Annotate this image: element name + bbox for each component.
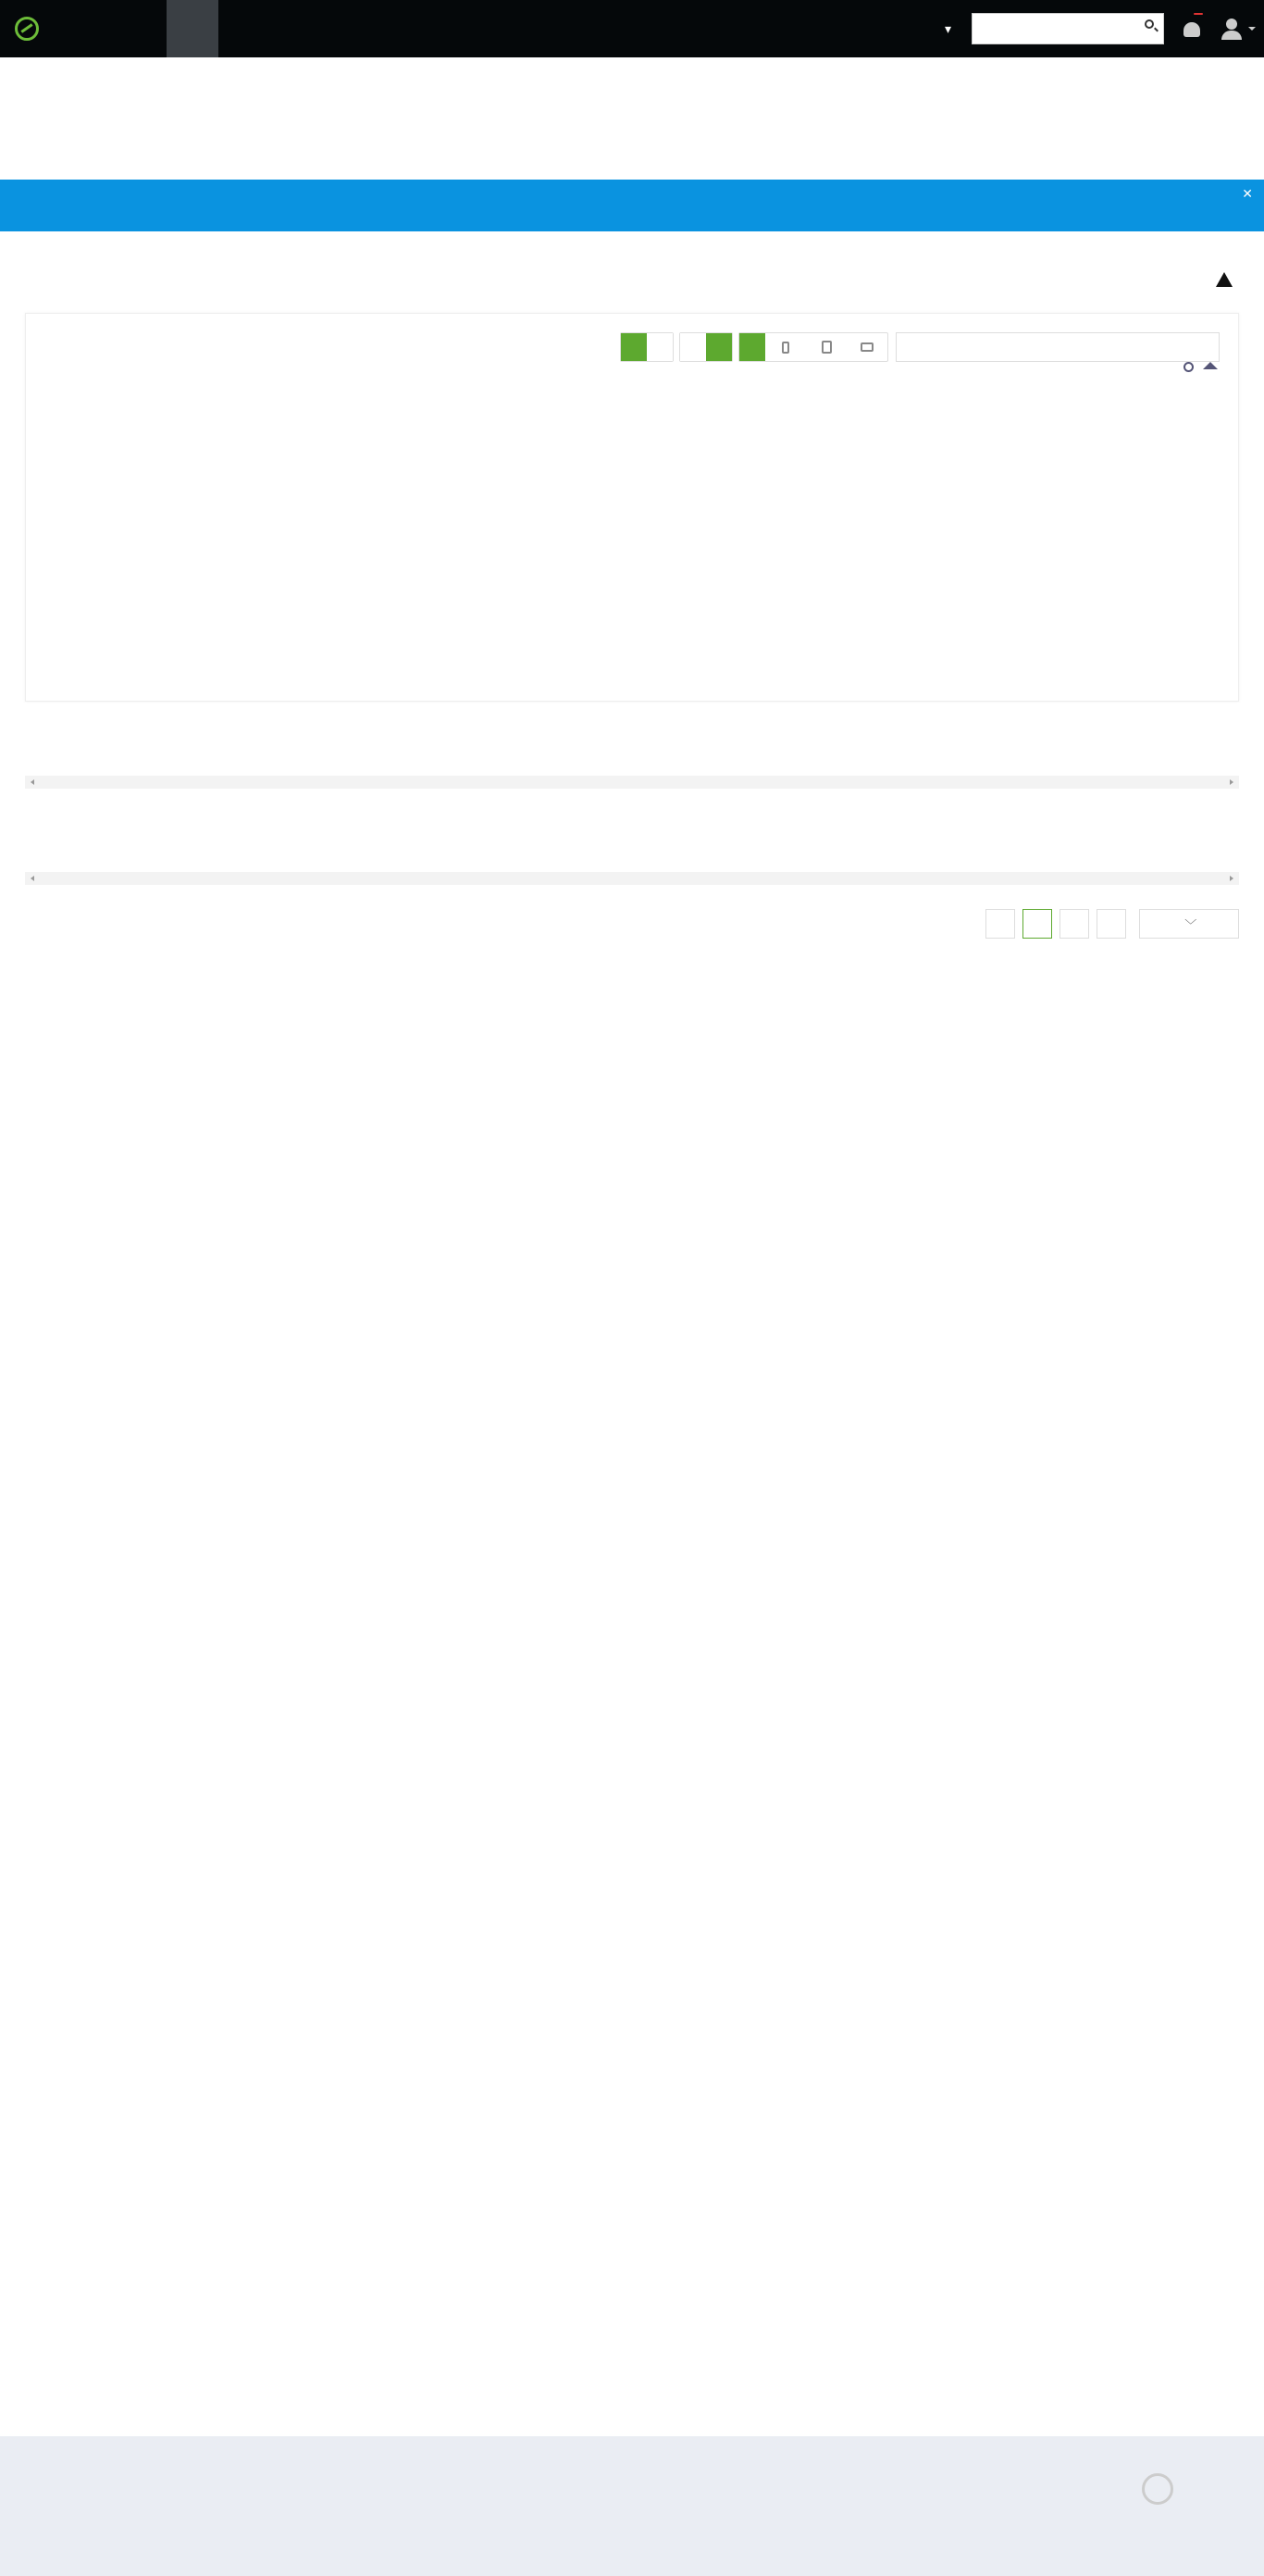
notifications-bell-icon[interactable] [1181, 17, 1205, 41]
prev-page-button[interactable] [985, 909, 1015, 939]
footer [0, 2436, 1264, 2527]
page-2-button[interactable] [1060, 909, 1089, 939]
user-menu-icon[interactable] [1218, 15, 1245, 43]
search-input[interactable] [978, 22, 1135, 36]
webinar-banner [0, 180, 1264, 231]
details-scrollbar[interactable] [25, 872, 1239, 885]
area-chart [26, 314, 1238, 703]
urgent-issues-link[interactable] [1216, 272, 1239, 287]
warning-icon [1216, 272, 1233, 287]
site-selector[interactable] [167, 0, 218, 57]
app-bar [0, 57, 1264, 180]
logo-icon [15, 17, 39, 41]
totals-scrollbar[interactable] [25, 776, 1239, 789]
ezoic-footer-icon [1142, 2473, 1173, 2505]
close-icon[interactable]: ✕ [1242, 186, 1253, 201]
earnings-chart [25, 313, 1239, 702]
ezoic-logo[interactable] [0, 17, 167, 41]
search-icon[interactable] [1145, 19, 1154, 29]
notification-badge [1194, 13, 1203, 15]
language-dropdown[interactable]: ▾ [944, 20, 951, 36]
page-1-button[interactable] [1022, 909, 1052, 939]
next-page-button[interactable] [1097, 909, 1126, 939]
search-box [972, 13, 1164, 44]
pagination [25, 909, 1239, 939]
top-nav [0, 0, 1264, 57]
per-page-select[interactable]: ﹀ [1139, 909, 1239, 939]
